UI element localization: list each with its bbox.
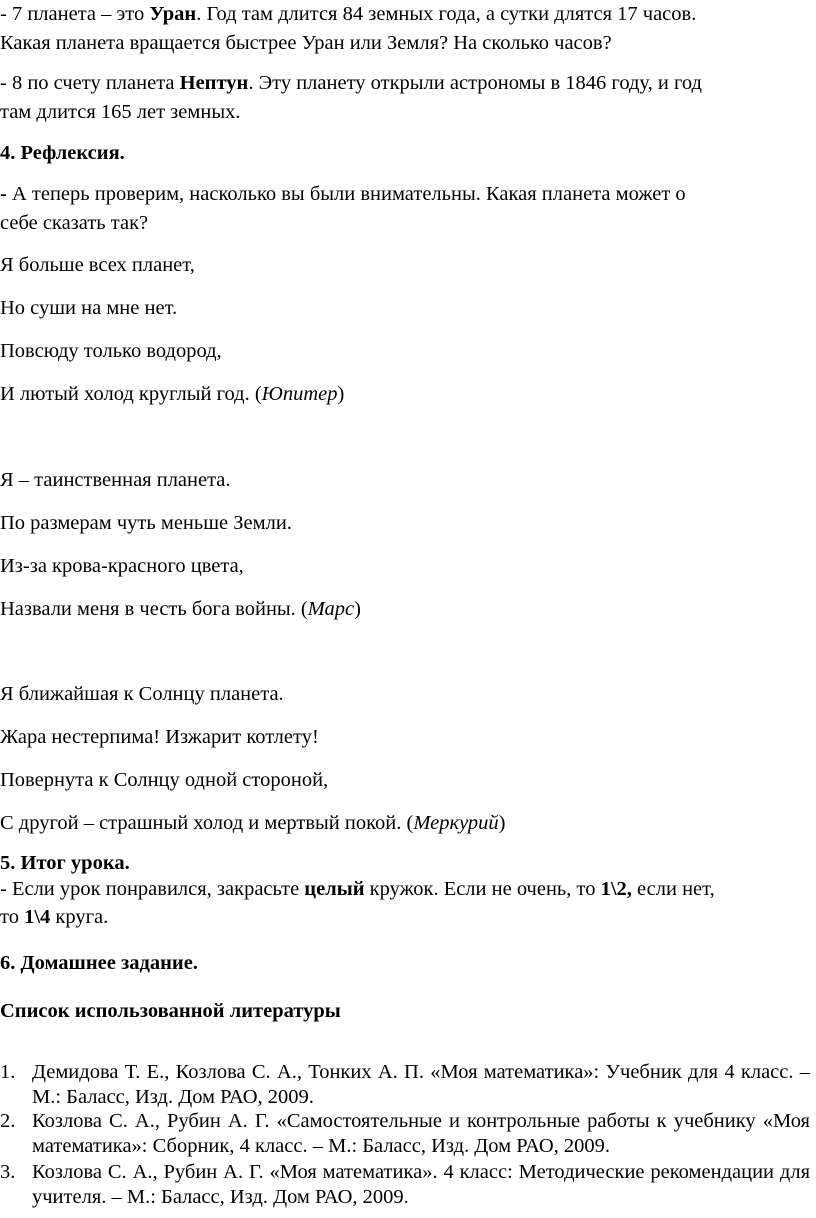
reference-text: Козлова С. А., Рубин А. Г. «Моя математика». 4 класс: Методические рекомендации для учителя. – М.: Баласс, Изд. Дом РАО, 2009. [32, 1161, 810, 1208]
riddle-line: Жара нестерпима! Изжарит котлету! [0, 726, 319, 748]
riddle-answer: Марс [307, 598, 355, 620]
heading-text: Список использованной литературы [0, 1000, 341, 1022]
text: ) [354, 598, 361, 620]
riddle-line: Повернута к Солнцу одной стороной, [0, 769, 329, 791]
text: круга. [50, 906, 109, 928]
riddle-line: Но суши на мне нет. [0, 297, 178, 319]
text: С другой – страшный холод и мертвый покой. ( [0, 812, 414, 834]
riddle-line-answer [0, 382, 806, 407]
reference-number: 3. [0, 1161, 16, 1183]
riddle-line: Я больше всех планет, [0, 254, 195, 276]
riddle-answer: Юпитер [261, 383, 338, 405]
bold-text: 1\4 [24, 906, 51, 928]
reference-number: 2. [0, 1110, 16, 1132]
riddle-line-answer [0, 597, 806, 622]
summary-line-1 [0, 877, 806, 902]
text: . Год там длится 84 земных года, а сутки длятся 17 часов. [196, 3, 697, 25]
reflection-intro-2: себе сказать так? [0, 212, 149, 234]
text: ) [337, 383, 345, 405]
section-heading [0, 851, 806, 876]
planet-name: Уран [149, 3, 197, 25]
text: Назвали меня в честь бога войны. ( [0, 598, 308, 620]
heading-text: 5. Итог урока. [0, 852, 130, 874]
reference-text: Козлова С. А., Рубин А. Г. «Самостоятельные и контрольные работы к учебнику «Моя математика»: Сборник, 4 класс. – М.: Баласс, Изд. Дом РАО, 2009. [32, 1110, 810, 1157]
text: кружок. Если не очень, то [364, 878, 601, 900]
riddle-line: По размерам чуть меньше Земли. [0, 512, 292, 534]
riddle-line: Я – таинственная планета. [0, 469, 231, 491]
dash: - [0, 183, 7, 205]
text: . Эту планету открыли астрономы в 1846 году, и год [248, 72, 702, 94]
reference-number: 1. [0, 1061, 16, 1083]
bold-text: целый [304, 878, 365, 900]
heading-text: 6. Домашнее задание. [0, 952, 198, 974]
bold-text: 1\2, [600, 878, 632, 900]
summary-line-2 [0, 905, 806, 930]
neptune-line-1 [0, 71, 806, 96]
reflection-intro-1 [0, 182, 806, 207]
section-heading [0, 141, 806, 166]
planet-name: Нептун [179, 72, 249, 94]
heading-text: 4. Рефлексия. [0, 142, 125, 164]
text: то [0, 906, 25, 928]
text: А теперь проверим, насколько вы были внимательны. Какая планета может о [6, 183, 686, 205]
uranus-line-2: Какая планета вращается быстрее Уран или Земля? На сколько часов? [0, 32, 612, 54]
riddle-line: Повсюду только водород, [0, 340, 222, 362]
text: - 7 планета – это [0, 3, 150, 25]
section-heading [0, 951, 806, 976]
references-heading [0, 999, 806, 1024]
riddle-line: Из-за крова-красного цвета, [0, 555, 244, 577]
uranus-line-1 [0, 2, 806, 27]
text: И лютый холод круглый год. ( [0, 383, 262, 405]
riddle-answer: Меркурий [413, 812, 499, 834]
text: если нет, [631, 878, 715, 900]
neptune-line-2: там длится 165 лет земных. [0, 101, 241, 123]
text: - 8 по счету планета [0, 72, 180, 94]
text: - Если урок понравился, закрасьте [0, 878, 305, 900]
reference-text: Демидова Т. Е., Козлова С. А., Тонких А. П. «Моя математика»: Учебник для 4 класс. – М.: Баласс, Изд. Дом РАО, 2009. [32, 1061, 810, 1108]
riddle-line: Я ближайшая к Солнцу планета. [0, 683, 284, 705]
riddle-line-answer [0, 811, 806, 836]
text: ) [498, 812, 506, 834]
